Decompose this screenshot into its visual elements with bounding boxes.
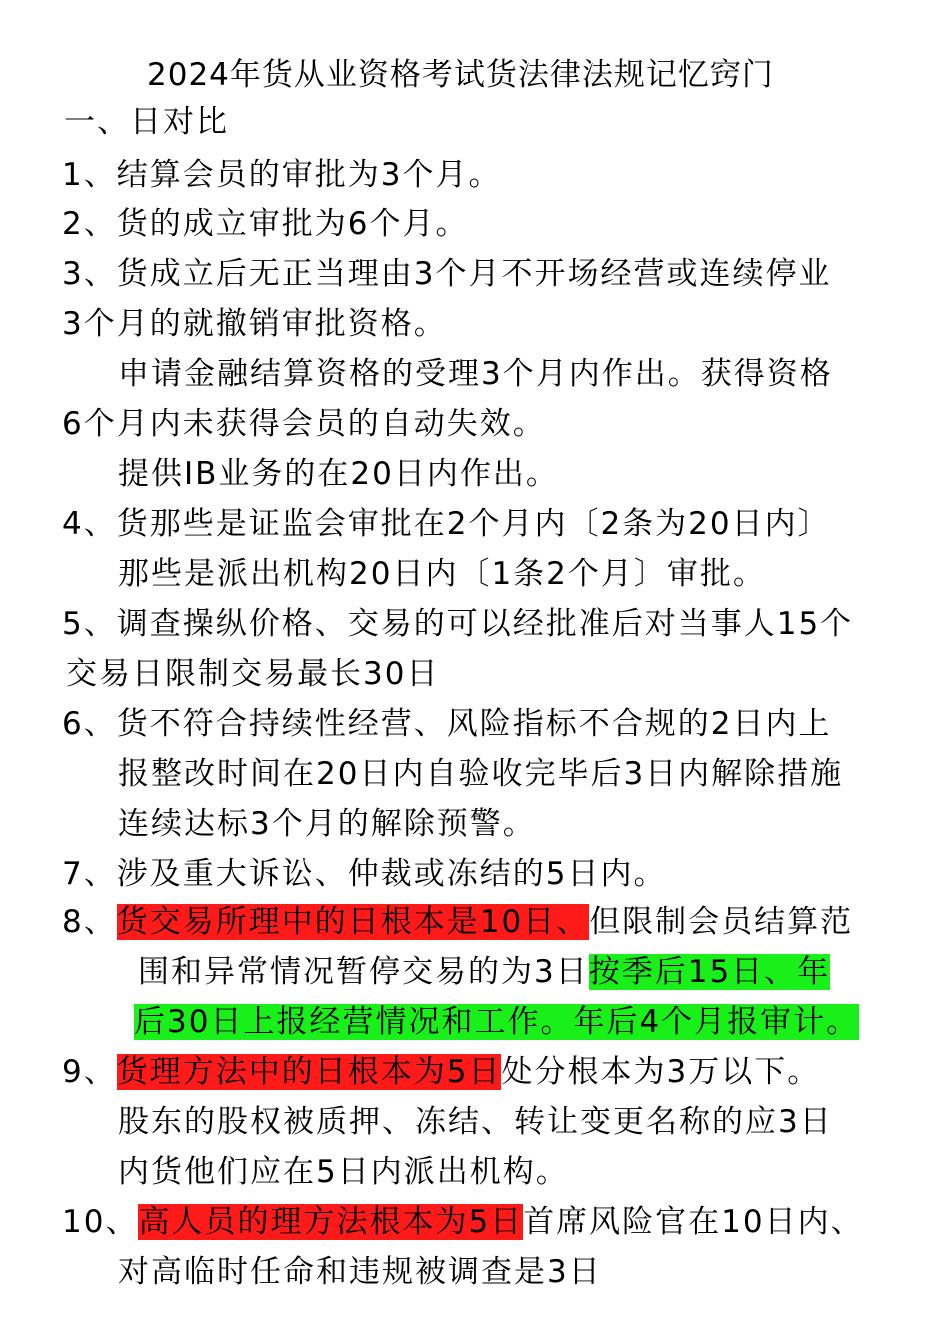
highlight-green: 后30日上报经营情况和工作。年后4个月报审计。 bbox=[134, 1004, 860, 1040]
item-8-line-1 bbox=[62, 900, 853, 944]
highlight-red: 货理方法中的日根本为5日 bbox=[116, 1054, 502, 1090]
section-heading: 一、日对比 bbox=[64, 104, 229, 140]
paragraph-ib: 提供IB业务的在20日内作出。 bbox=[118, 456, 559, 492]
item-number: 8、 bbox=[62, 904, 117, 940]
item-8-line-2 bbox=[138, 950, 830, 994]
item-number: 1、 bbox=[62, 157, 117, 193]
item-text: 首席风险官在10日内、 bbox=[523, 1204, 864, 1240]
item-number: 10、 bbox=[62, 1204, 139, 1240]
item-6-line-3: 连续达标3个月的解除预警。 bbox=[118, 806, 536, 842]
item-text: 货成立后无正当理由3个月不开场经营或连续停业 bbox=[116, 256, 832, 292]
paragraph-settlement-line-2: 6个月内未获得会员的自动失效。 bbox=[62, 406, 546, 442]
item-6-line-1 bbox=[62, 702, 831, 746]
item-text: 货的成立审批为6个月。 bbox=[116, 206, 469, 242]
item-9-line-1 bbox=[62, 1050, 820, 1094]
item-number: 3、 bbox=[62, 256, 117, 292]
item-text: 货那些是证监会审批在2个月内〔2条为20日内〕 bbox=[116, 506, 831, 542]
highlight-red: 货交易所理中的日根本是10日、 bbox=[116, 904, 590, 940]
item-5-line-1 bbox=[62, 602, 853, 646]
item-10-line-1 bbox=[62, 1200, 864, 1244]
item-text: 处分根本为3万以下。 bbox=[501, 1054, 821, 1090]
item-3-line-1 bbox=[62, 252, 831, 296]
item-number: 6、 bbox=[62, 706, 117, 742]
item-6-line-2: 报整改时间在20日内自验收完毕后3日内解除措施 bbox=[118, 756, 844, 792]
item-number: 9、 bbox=[62, 1054, 117, 1090]
item-text: 调查操纵价格、交易的可以经批准后对当事人15个 bbox=[116, 606, 854, 642]
item-9-line-3: 内货他们应在5日内派出机构。 bbox=[118, 1154, 569, 1190]
item-7 bbox=[62, 852, 666, 896]
item-text: 结算会员的审批为3个月。 bbox=[116, 157, 502, 193]
item-number: 2、 bbox=[62, 206, 117, 242]
item-number: 5、 bbox=[62, 606, 117, 642]
item-number: 4、 bbox=[62, 506, 117, 542]
item-9-line-2: 股东的股权被质押、冻结、转让变更名称的应3日 bbox=[118, 1104, 833, 1140]
item-text: 围和异常情况暂停交易的为3日 bbox=[138, 954, 589, 990]
item-4-line-1 bbox=[62, 502, 831, 546]
item-number: 7、 bbox=[62, 856, 117, 892]
item-5-line-2: 交易日限制交易最长30日 bbox=[66, 656, 440, 692]
highlight-green: 按季后15日、年 bbox=[588, 954, 831, 990]
item-text: 但限制会员结算范 bbox=[589, 904, 854, 940]
item-text: 涉及重大诉讼、仲裁或冻结的5日内。 bbox=[116, 856, 667, 892]
item-1 bbox=[62, 153, 501, 197]
item-2 bbox=[62, 202, 468, 246]
item-3-line-2: 3个月的就撤销审批资格。 bbox=[62, 306, 447, 342]
highlight-red: 高人员的理方法根本为5日 bbox=[138, 1204, 524, 1240]
document-title: 2024年货从业资格考试货法律法规记忆窍门 bbox=[147, 57, 774, 93]
paragraph-settlement-line-1: 申请金融结算资格的受理3个月内作出。获得资格 bbox=[118, 356, 833, 392]
item-8-line-3 bbox=[134, 1000, 859, 1044]
item-10-line-2: 对高临时任命和违规被调查是3日 bbox=[118, 1254, 602, 1290]
item-text: 货不符合持续性经营、风险指标不合规的2日内上 bbox=[116, 706, 832, 742]
item-4-line-2: 那些是派出机构20日内〔1条2个月〕审批。 bbox=[118, 556, 766, 592]
